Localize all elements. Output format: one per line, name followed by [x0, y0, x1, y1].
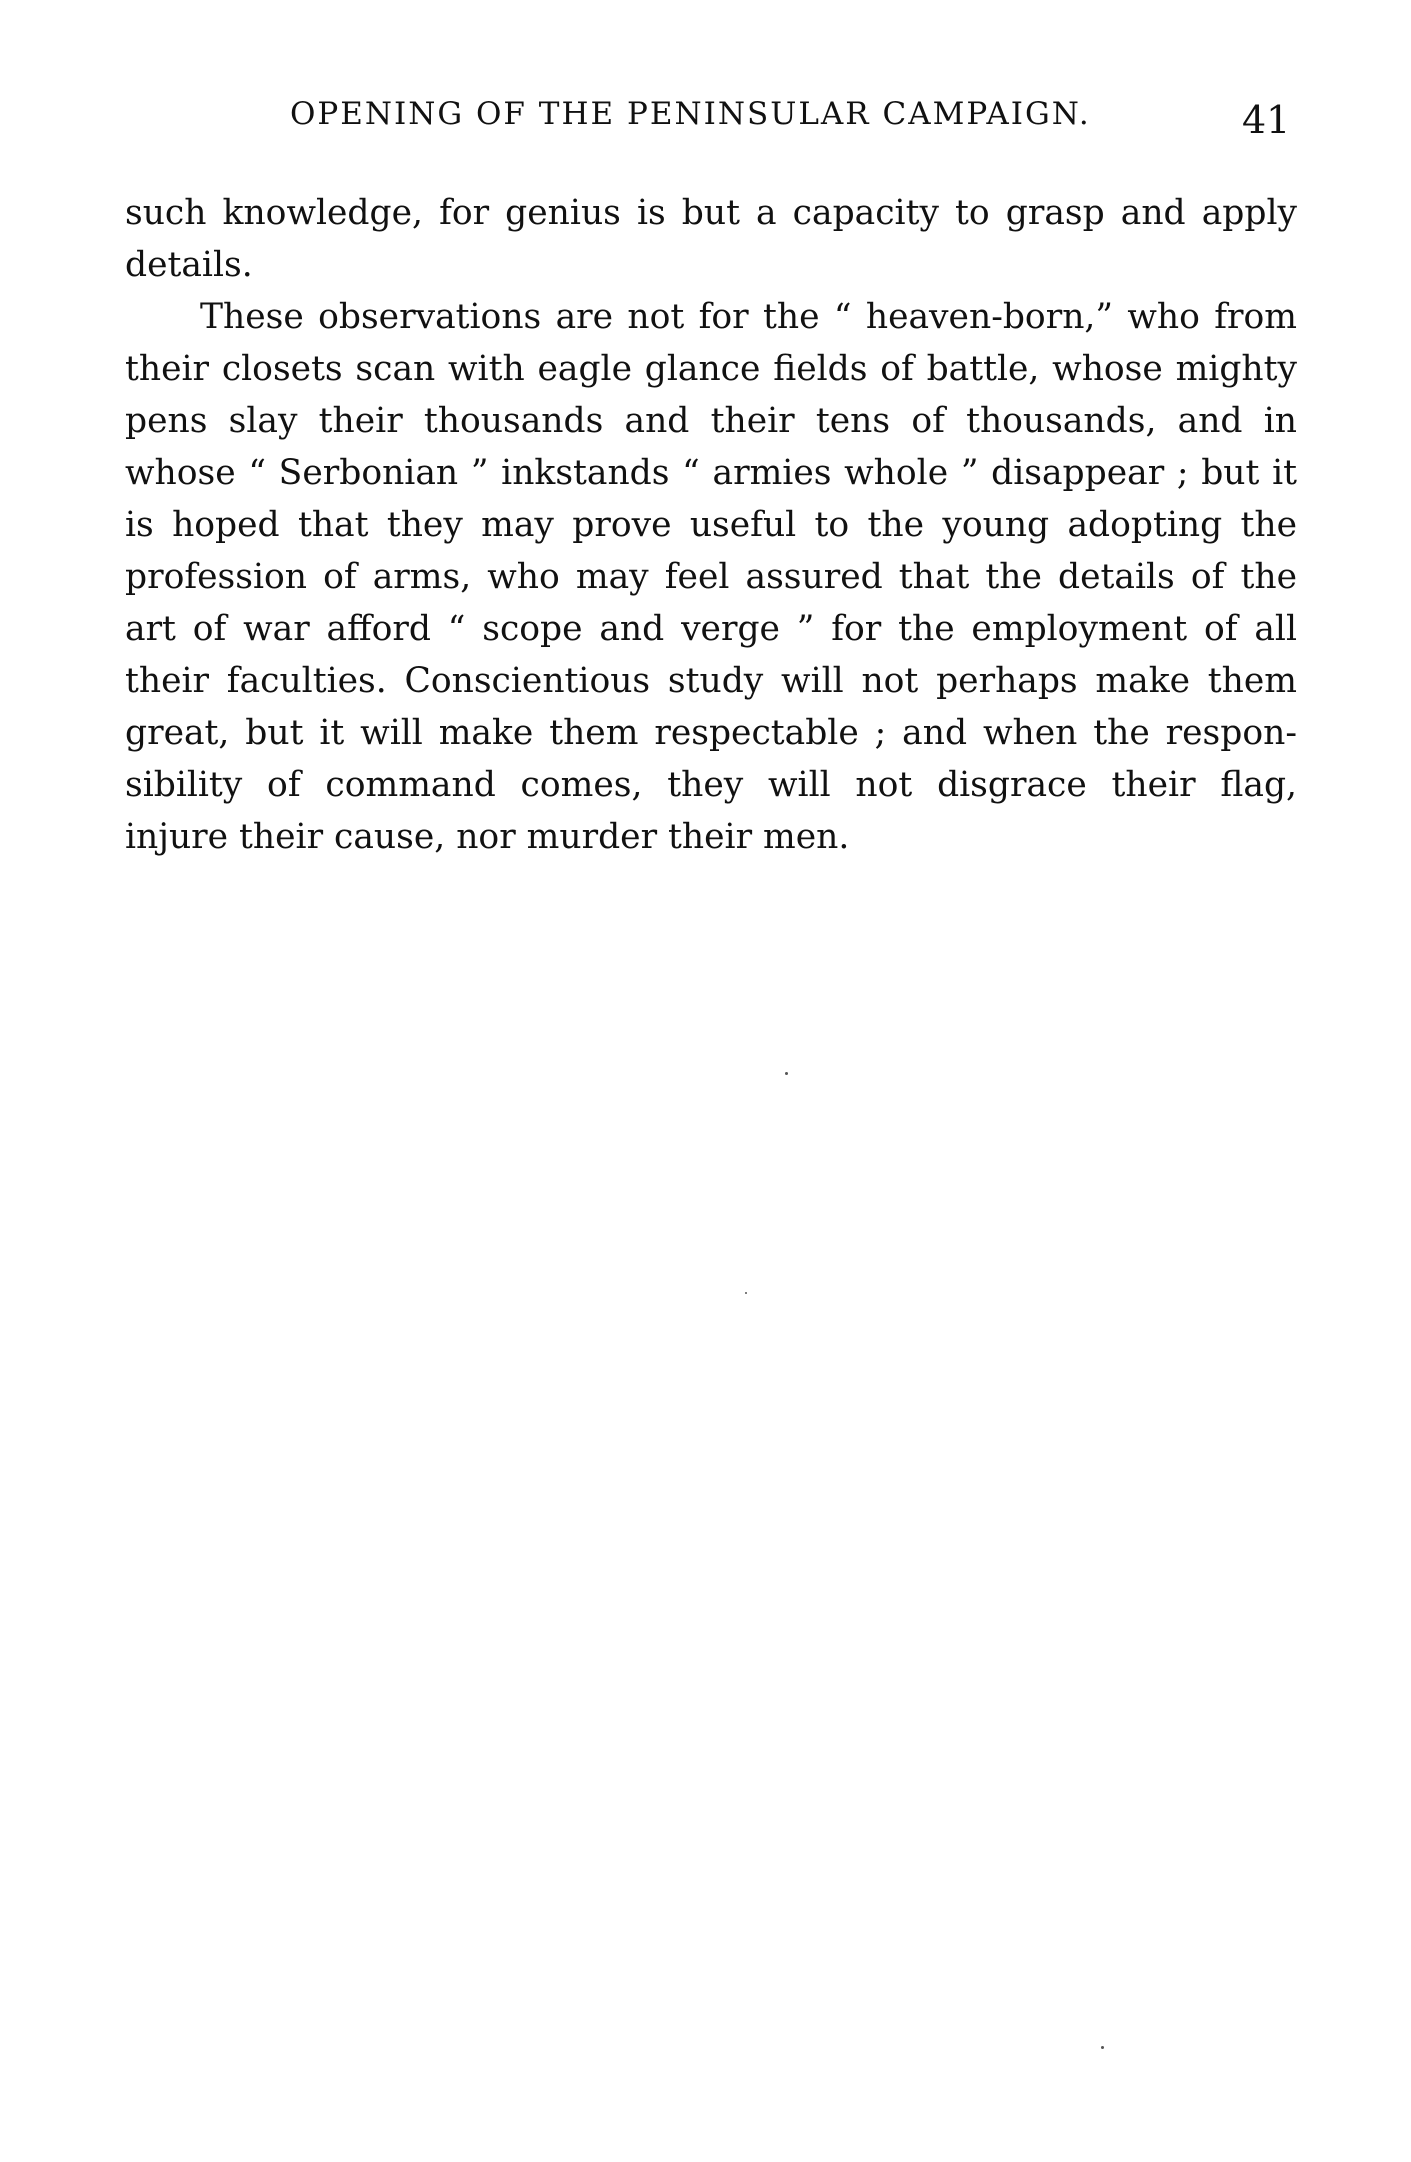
text-line: such knowledge, for genius is but a capacity to grasp and apply — [125, 193, 1297, 233]
text-line: great, but it will make them respectable ; and when the respon- — [125, 713, 1297, 753]
running-title: OPENING OF THE PENINSULAR CAMPAIGN. — [290, 96, 1091, 132]
ink-speck — [1101, 2046, 1104, 2049]
text-line: sibility of command comes, they will not disgrace their flag, — [125, 765, 1297, 805]
text-line: art of war afford “ scope and verge ” for the employment of all — [125, 609, 1297, 649]
text-line: their closets scan with eagle glance fields of battle, whose mighty — [125, 349, 1297, 389]
text-line: whose “ Serbonian ” inkstands “ armies whole ” disappear ; but it — [125, 453, 1297, 493]
text-line: injure their cause, nor murder their men. — [125, 817, 850, 857]
text-line: pens slay their thousands and their tens of thousands, and in — [125, 401, 1297, 441]
page-number: 41 — [1242, 98, 1291, 142]
ink-speck — [785, 1072, 788, 1075]
body-text — [125, 187, 1297, 863]
text-line: their faculties. Conscientious study will not perhaps make them — [125, 661, 1297, 701]
text-line: profession of arms, who may feel assured that the details of the — [125, 557, 1297, 597]
ink-speck — [745, 1292, 747, 1294]
text-line: These observations are not for the “ heaven-born,” who from — [200, 297, 1297, 337]
text-line: details. — [125, 245, 253, 285]
text-line: is hoped that they may prove useful to the young adopting the — [125, 505, 1297, 545]
